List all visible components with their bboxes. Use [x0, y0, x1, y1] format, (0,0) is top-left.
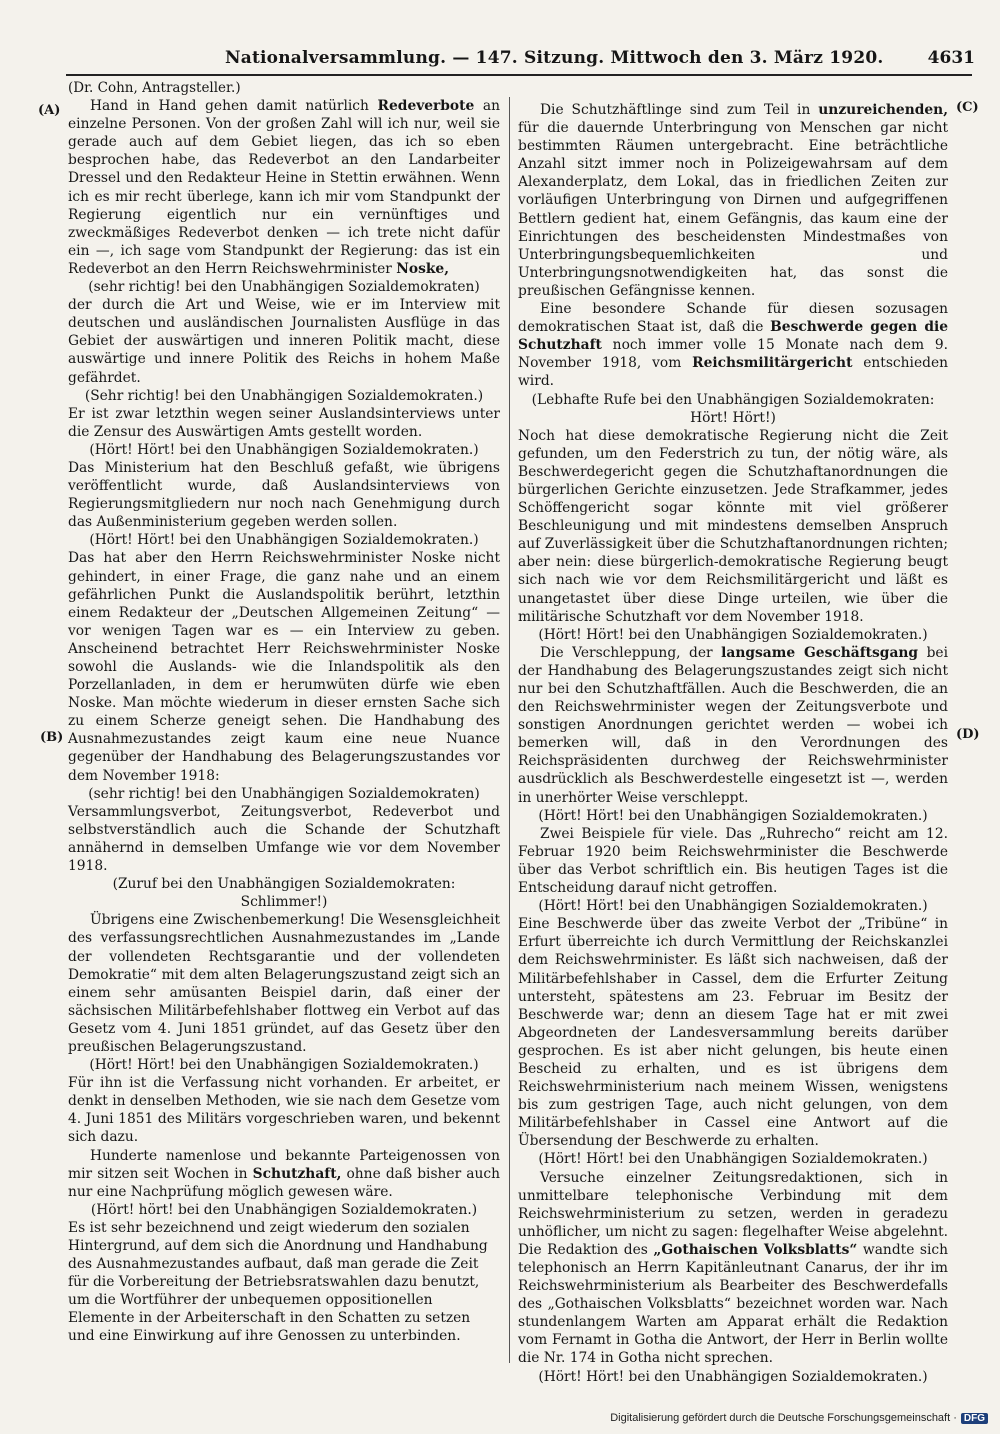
running-header: [225, 48, 975, 72]
page-number: 4631: [927, 48, 975, 68]
paragraph: Er ist zwar letzthin wegen seiner Auslandsinterviews unter die Zensur des Auswärtigen Amts gestellt worden.: [68, 405, 500, 440]
paragraph: Es ist sehr bezeichnend und zeigt wiederum den sozialen Hintergrund, auf dem sich die Anordnung und Handhabung des Ausnahmezustandes aufbaut, daß man gerade die Zeit für die Vorbereitung der Betriebsratswahlen dazu benutzt, um die Wortführer der unbequemen oppositionellen Elemente in der Arbeiterschaft in den Schatten zu setzen und eine Einwirkung auf ihre Genossen zu unterbinden.: [68, 1219, 488, 1345]
header-rule: [66, 74, 972, 76]
column-divider: [509, 97, 510, 1363]
paragraph: der durch die Art und Weise, wie er im Interview mit deutschen und ausländischen Journalisten Ausflüge in das Gebiet der auswärtigen und inneren Politik macht, diese auswärtige und innere Politik des Reichs in hohem Maße gefährdet.: [68, 297, 500, 386]
paragraph: Das hat aber den Herrn Reichswehrminister Noske nicht gehindert, in einer Frage, die ganz nahe und an einem gefährlichen Punkt die Auslandspolitik berührt, letzthin einem Redakteur der „Deutschen Allgemeinen Zeitung“ — vor wenigen Tagen war es — ein Interview zu geben. Anscheinend betrachtet Herr Reichswehrminister Noske sowohl die Auslands- wie die Inlandspolitik als den Porzellanladen, in dem er herumwüten dürfe wie eben Noske. Man möchte wiederum in dieser ernsten Sache sich zu einem Scherze geneigt sehen. Die Handhabung des Ausnahmezustandes zeigt kaum eine neue Nuance gegenüber der Handhabung des Belagerungszustandes vor dem November 1918:: [68, 550, 500, 784]
paragraph: Für ihn ist die Verfassung nicht vorhanden. Er arbeitet, er denkt in denselben Methoden, wie sie nach dem Gesetze vom 4. Juni 1851 des Militärs vorgeschrieben waren, und bekennt sich dazu.: [68, 1075, 500, 1146]
interjection: (Lebhafte Rufe bei den Unabhängigen Sozialdemokraten: Hört! Hört!): [531, 391, 935, 426]
interjection: (Sehr richtig! bei den Unabhängigen Sozialdemokraten.): [84, 387, 484, 404]
footer-text: Digitalisierung gefördert durch die Deutsche Forschungsgemeinschaft ·: [610, 1412, 957, 1424]
interjection: (Hört! Hört! bei den Unabhängigen Sozialdemokraten.): [538, 626, 928, 643]
interjection: (Hört! Hört! bei den Unabhängigen Sozialdemokraten.): [89, 441, 479, 458]
interjection: (Hört! Hört! bei den Unabhängigen Sozialdemokraten.): [538, 807, 928, 824]
paragraph: Die Schutzhäftlinge sind zum Teil in unzureichenden, für die dauernde Unterbringung von Menschen gar nicht bestimmten Räumen untergebracht. Eine beträchtliche Anzahl sitzt immer noch in Polizeigewahrsam auf dem Alexanderplatz, dem Lokal, das in friedlichen Zeiten zur vorläufigen Unterbringung von Dirnen und aufgegriffenen Bettlern gedient hat, einem Gefängnis, das kaum eine der Einrichtungen des bescheidensten Mindestmaßes von Unterbringungsbequemlichkeiten und Unterbringungsnotwendigkeiten hat, das sonst die preußischen Gefängnisse kennen.: [518, 102, 948, 299]
interjection: (Zuruf bei den Unabhängigen Sozialdemokraten: Schlimmer!): [112, 876, 456, 911]
interjection: (sehr richtig! bei den Unabhängigen Sozialdemokraten): [88, 279, 480, 296]
interjection: (Hört! Hört! bei den Unabhängigen Sozialdemokraten.): [538, 1151, 928, 1168]
speaker-attribution: (Dr. Cohn, Antragsteller.): [68, 80, 241, 96]
dfg-logo: DFG: [961, 1413, 988, 1424]
paragraph: Übrigens eine Zwischenbemerkung! Die Wesensgleichheit des verfassungsrechtlichen Ausnahmezustandes im „Lande der vollendeten Rechtsgarantie und der vollendeten Demokratie“ mit dem alten Belagerungszustand zeigt sich an einem sehr amüsanten Beispiel darin, daß einer der sächsischen Militärbefehlshaber flottweg ein Verbot auf das Gesetz vom 4. Juni 1851 gründet, auf das Gesetz über den preußischen Belagerungszustand.: [68, 912, 500, 1055]
interjection: (Hört! Hört! bei den Unabhängigen Sozialdemokraten.): [89, 1057, 479, 1074]
paragraph: Die Verschleppung, der langsame Geschäftsgang bei der Handhabung des Belagerungszustandes zeigt sich nicht nur bei den Schutzhaftfällen. Auch die Beschwerden, die an den Reichswehrminister wegen der Zeitungsverbote und sonstigen Anordnungen gerichtet werden — wobei ich bemerken will, daß in den Verordnungen des Reichspräsidenten durchweg der Reichswehrminister ausdrücklich als Beschwerdestelle eingesetzt ist —, werden in unerhörter Weise verschleppt.: [518, 644, 948, 806]
interjection: (Hört! Hört! bei den Unabhängigen Sozialdemokraten.): [538, 1368, 928, 1385]
paragraph: Versammlungsverbot, Zeitungsverbot, Redeverbot und selbstverständlich auch die Schande der Schutzhaft annähernd in demselben Umfange wie vor dem November 1918.: [68, 803, 500, 875]
paragraph: Noch hat diese demokratische Regierung nicht die Zeit gefunden, um den Federstrich zu tun, der nötig wäre, als Beschwerdegericht gegen die Schutzhaftanordnungen die bürgerlichen Gerichte einzusetzen. Jede Strafkammer, jedes Schöffengericht sogar könnte mit viel größerer Beschleunigung und mit mindestens demselben Anspruch auf Zuverlässigkeit über die Schutzhaftanordnungen richten; aber nein: diese bürgerlich-demokratische Regierung beugt sich nach wie vor dem Reichsmilitärgericht und läßt es unangetastet über diese Dinge urteilen, wie über die militärische Schutzhaft vor dem November 1918.: [518, 427, 948, 625]
margin-marker-c: (C): [956, 100, 979, 115]
margin-marker-d: (D): [956, 727, 980, 742]
interjection: (sehr richtig! bei den Unabhängigen Sozialdemokraten): [88, 785, 480, 802]
margin-marker-a: (A): [38, 103, 61, 118]
paragraph: Das Ministerium hat den Beschluß gefaßt, wie übrigens veröffentlicht wurde, daß Auslandsinterviews von Regierungsmitgliedern nur noch nach Genehmigung durch das Außenministerium gegeben werden sollen.: [68, 459, 500, 531]
paragraph: Eine besondere Schande für diesen sozusagen demokratischen Staat ist, daß die Beschwerde gegen die Schutzhaft noch immer volle 15 Monate nach dem 9. November 1918, vom Reichsmilitärgericht entschieden wird.: [518, 301, 948, 390]
left-column: [68, 79, 500, 1346]
right-column: [518, 101, 948, 1386]
paragraph: Versuche einzelner Zeitungsredaktionen, sich in unmittelbare telephonische Verbindung mit dem Reichswehrministerium zu setzen, werden in geradezu unhöflicher, um nicht zu sagen: flegelhafter Weise abgelehnt. Die Redaktion des „Gothaischen Volksblatts“ wandte sich telephonisch an Herrn Kapitänleutnant Canarus, der ihr im Reichswehrministerium als Bearbeiter des Beschwerdefalls des „Gothaischen Volksblatts“ bezeichnet worden war. Nach stundenlangem Warten am Apparat erhält die Redaktion vom Fernamt in Gotha die Antwort, der Herr in Berlin wollte die Nr. 174 in Gotha nicht sprechen.: [518, 1169, 948, 1367]
paragraph: Zwei Beispiele für viele. Das „Ruhrecho“ reicht am 12. Februar 1920 beim Reichswehrminister die Beschwerde über das Verbot schriftlich ein. Bis heutigen Tages ist die Entscheidung darauf nicht getroffen.: [518, 825, 948, 897]
interjection: (Hört! hört! bei den Unabhängigen Sozialdemokraten.): [90, 1201, 478, 1218]
margin-marker-b: (B): [40, 730, 64, 745]
interjection: (Hört! Hört! bei den Unabhängigen Sozialdemokraten.): [538, 898, 928, 915]
header-title: Nationalversammlung. — 147. Sitzung. Mittwoch den 3. März 1920.: [225, 48, 884, 68]
footer-credit: [610, 1412, 988, 1424]
paragraph: Hand in Hand gehen damit natürlich Redeverbote an einzelne Personen. Von der großen Zahl will ich nur, weil sie gerade auch auf dem Gebiet liegen, das ich so eben besprochen habe, das Redeverbot an den Landarbeiter Dressel und den Redakteur Heine in Stettin erwähnen. Wenn ich es mir recht überlege, kann ich mir vom Standpunkt der Regierung eigentlich nur ein vernünftiges und zweckmäßiges Redeverbot denken — ich trete nicht dafür ein —, ich sage vom Standpunkt der Regierung: das ist ein Redeverbot an den Herrn Reichswehrminister Noske,: [68, 98, 501, 277]
paragraph: Eine Beschwerde über das zweite Verbot der „Tribüne“ in Erfurt überreichte ich durch Vermittlung der Reichskanzlei dem Reichswehrminister. Es läßt sich nachweisen, daß der Militärbefehlshaber in Cassel, dem die Erfurter Zeitung untersteht, spätestens am 23. Februar im Besitz der Beschwerde war; denn an diesem Tage hat er mit zwei Abgeordneten der Landesversammlung bereits darüber gesprochen. Es ist aber nicht gelungen, bis heute einen Bescheid zu erhalten, und es ist übrigens dem Reichswehrministerium nach meinem Wissen, wenigstens bis zum gestrigen Tage, auch nicht gelungen, von dem Militärbefehlshaber in Cassel eine Antwort auf die Übersendung der Beschwerde zu erhalten.: [518, 916, 948, 1150]
interjection: (Hört! Hört! bei den Unabhängigen Sozialdemokraten.): [89, 532, 479, 549]
paragraph: Hunderte namenlose und bekannte Parteigenossen von mir sitzen seit Wochen in Schutzhaft, ohne daß bisher auch nur eine Nachprüfung möglich gewesen wäre.: [68, 1147, 500, 1200]
